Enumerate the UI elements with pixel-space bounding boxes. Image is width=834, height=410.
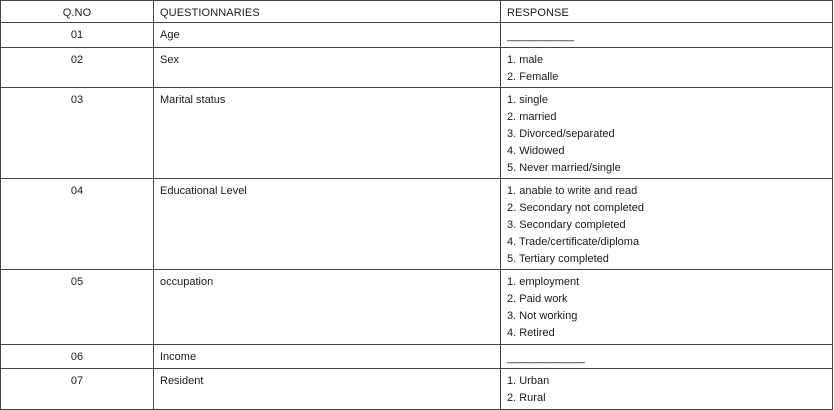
response-option: 2. Rural [507, 392, 546, 405]
header-response: RESPONSE [501, 1, 833, 23]
response-option: 3. Divorced/separated [507, 127, 615, 140]
response-option: 1. single [507, 94, 548, 107]
table-row [1, 270, 833, 344]
response-option: 1. Urban [507, 375, 550, 388]
question-number: 06 [1, 344, 154, 369]
response-option: 2. Femalle [507, 70, 559, 83]
table-row [1, 47, 833, 88]
table-row [1, 344, 833, 369]
question-text: Educational Level [154, 179, 501, 270]
question-number: 03 [1, 88, 154, 179]
question-text: Income [154, 344, 501, 369]
response-blank-line: ____________ [507, 30, 574, 42]
header-row [1, 1, 833, 23]
response-cell [501, 344, 833, 369]
response-option: 3. Secondary completed [507, 218, 626, 231]
question-text: Age [154, 23, 501, 48]
table-row [1, 179, 833, 270]
response-option: 3. Not working [507, 309, 578, 322]
response-option: 4. Trade/certificate/diploma [507, 235, 640, 248]
response-blank-line: ______________ [507, 351, 585, 364]
response-option: 4. Widowed [507, 144, 565, 157]
response-option: 2. Secondary not completed [507, 202, 644, 215]
question-number: 07 [1, 369, 154, 410]
response-option: 1. anable to write and read [507, 185, 638, 198]
table-body [1, 23, 833, 410]
table-row [1, 88, 833, 179]
response-option: 2. married [507, 111, 557, 124]
response-cell [501, 270, 833, 344]
question-number: 04 [1, 179, 154, 270]
response-cell [501, 23, 833, 48]
response-option: 5. Tertiary completed [507, 252, 609, 265]
table-row [1, 23, 833, 48]
response-option: 1. employment [507, 276, 580, 289]
question-number: 01 [1, 23, 154, 48]
question-number: 02 [1, 47, 154, 88]
response-option: 2. Paid work [507, 293, 568, 306]
question-text: Resident [154, 369, 501, 410]
question-text: Sex [154, 47, 501, 88]
response-option: 1. male [507, 53, 544, 66]
header-qno: Q.NO [1, 1, 154, 23]
question-text: Marital status [154, 88, 501, 179]
response-cell [501, 88, 833, 179]
response-option: 4. Retired [507, 326, 555, 339]
response-option: 5. Never married/single [507, 161, 621, 174]
response-cell [501, 179, 833, 270]
question-number: 05 [1, 270, 154, 344]
header-questionnaries: QUESTIONNARIES [154, 1, 501, 23]
table-row [1, 369, 833, 410]
question-text: occupation [154, 270, 501, 344]
response-cell [501, 47, 833, 88]
response-cell [501, 369, 833, 410]
